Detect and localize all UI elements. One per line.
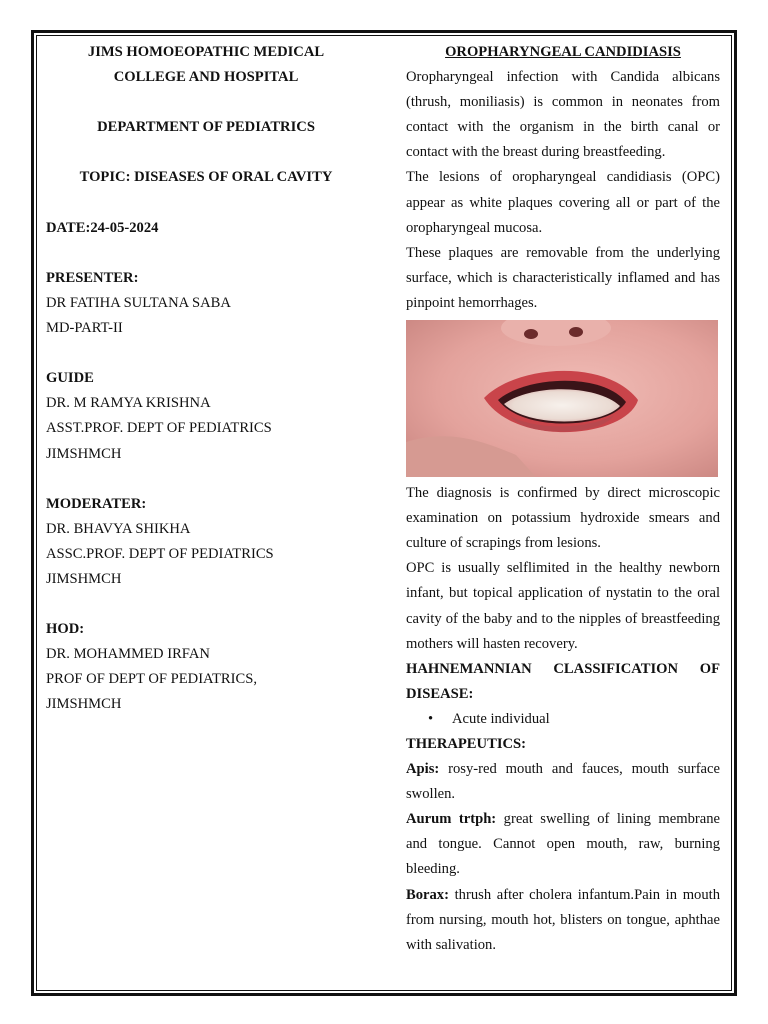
guide-heading: GUIDE <box>46 370 94 387</box>
oral-thrush-photo <box>406 320 718 477</box>
remedy-borax <box>406 883 720 958</box>
remedy-text: thrush after cholera infantum.Pain in mouth from nursing, mouth hot, blisters on tongue, aphthae with salivation. <box>406 886 720 953</box>
paragraph-5: OPC is usually selflimited in the healthy newborn infant, but topical application of nystatin to the oral cavity of the baby and to the nipples of breastfeeding mothers will hasten recovery. <box>406 560 720 652</box>
department: DEPARTMENT OF PEDIATRICS <box>97 119 315 136</box>
right-column <box>406 40 720 958</box>
remedy-text: great swelling of lining membrane and tongue. Cannot open mouth, raw, burning bleeding. <box>406 811 720 878</box>
guide-name: DR. M RAMYA KRISHNA <box>46 395 211 412</box>
remedy-name: Apis: <box>406 761 440 778</box>
moderator-heading: MODERATER: <box>46 495 147 512</box>
hod-role: PROF OF DEPT OF PEDIATRICS, <box>46 671 257 688</box>
paragraph-3: These plaques are removable from the underlying surface, which is characteristically inflamed and has pinpoint hemorrhages. <box>406 244 720 311</box>
guide-institution: JIMSHMCH <box>46 445 122 462</box>
paragraph-1: Oropharyngeal infection with Candida albicans (thrush, moniliasis) is common in neonates from contact with the organism in the birth canal or contact with the breast during breastfeeding. <box>406 69 720 161</box>
hod-name: DR. MOHAMMED IRFAN <box>46 646 210 663</box>
presenter-heading: PRESENTER: <box>46 269 139 286</box>
remedy-name: Borax: <box>406 886 449 903</box>
list-item: • Acute individual <box>406 707 720 732</box>
remedy-name: Aurum trtph: <box>406 811 497 828</box>
classification-list <box>406 707 720 732</box>
college-name-line1: JIMS HOMOEOPATHIC MEDICAL <box>87 44 325 60</box>
classification-heading: HAHNEMANNIAN CLASSIFICATION OF DISEASE: <box>406 660 720 702</box>
paragraph-2: The lesions of oropharyngeal candidiasis (OPC) appear as white plaques covering all or part of the oropharyngeal mucosa. <box>406 169 720 236</box>
date: DATE:24-05-2024 <box>46 219 159 236</box>
moderator-role: ASSC.PROF. DEPT OF PEDIATRICS <box>46 545 274 562</box>
moderator-institution: JIMSHMCH <box>46 570 122 587</box>
presenter-role: MD-PART-II <box>46 320 123 337</box>
left-column <box>46 40 366 718</box>
remedy-text: rosy-red mouth and fauces, mouth surface swollen. <box>406 761 720 803</box>
topic: TOPIC: DISEASES OF ORAL CAVITY <box>79 169 333 186</box>
therapeutics-heading: THERAPEUTICS: <box>406 735 527 752</box>
moderator-name: DR. BHAVYA SHIKHA <box>46 520 191 537</box>
hod-heading: HOD: <box>46 621 85 638</box>
paragraph-4: The diagnosis is confirmed by direct microscopic examination on potassium hydroxide smears and culture of scrapings from lesions. <box>406 485 720 552</box>
photo-nostril-left <box>524 329 538 339</box>
hod-institution: JIMSHMCH <box>46 696 122 713</box>
guide-role: ASST.PROF. DEPT OF PEDIATRICS <box>46 420 272 437</box>
college-name-line2: COLLEGE AND HOSPITAL <box>113 69 299 86</box>
remedy-aurum <box>406 807 720 882</box>
photo-nostril-right <box>569 327 583 337</box>
remedy-apis <box>406 757 720 807</box>
presenter-name: DR FATIHA SULTANA SABA <box>46 294 231 311</box>
section-title: OROPHARYNGEAL CANDIDIASIS <box>445 44 681 60</box>
